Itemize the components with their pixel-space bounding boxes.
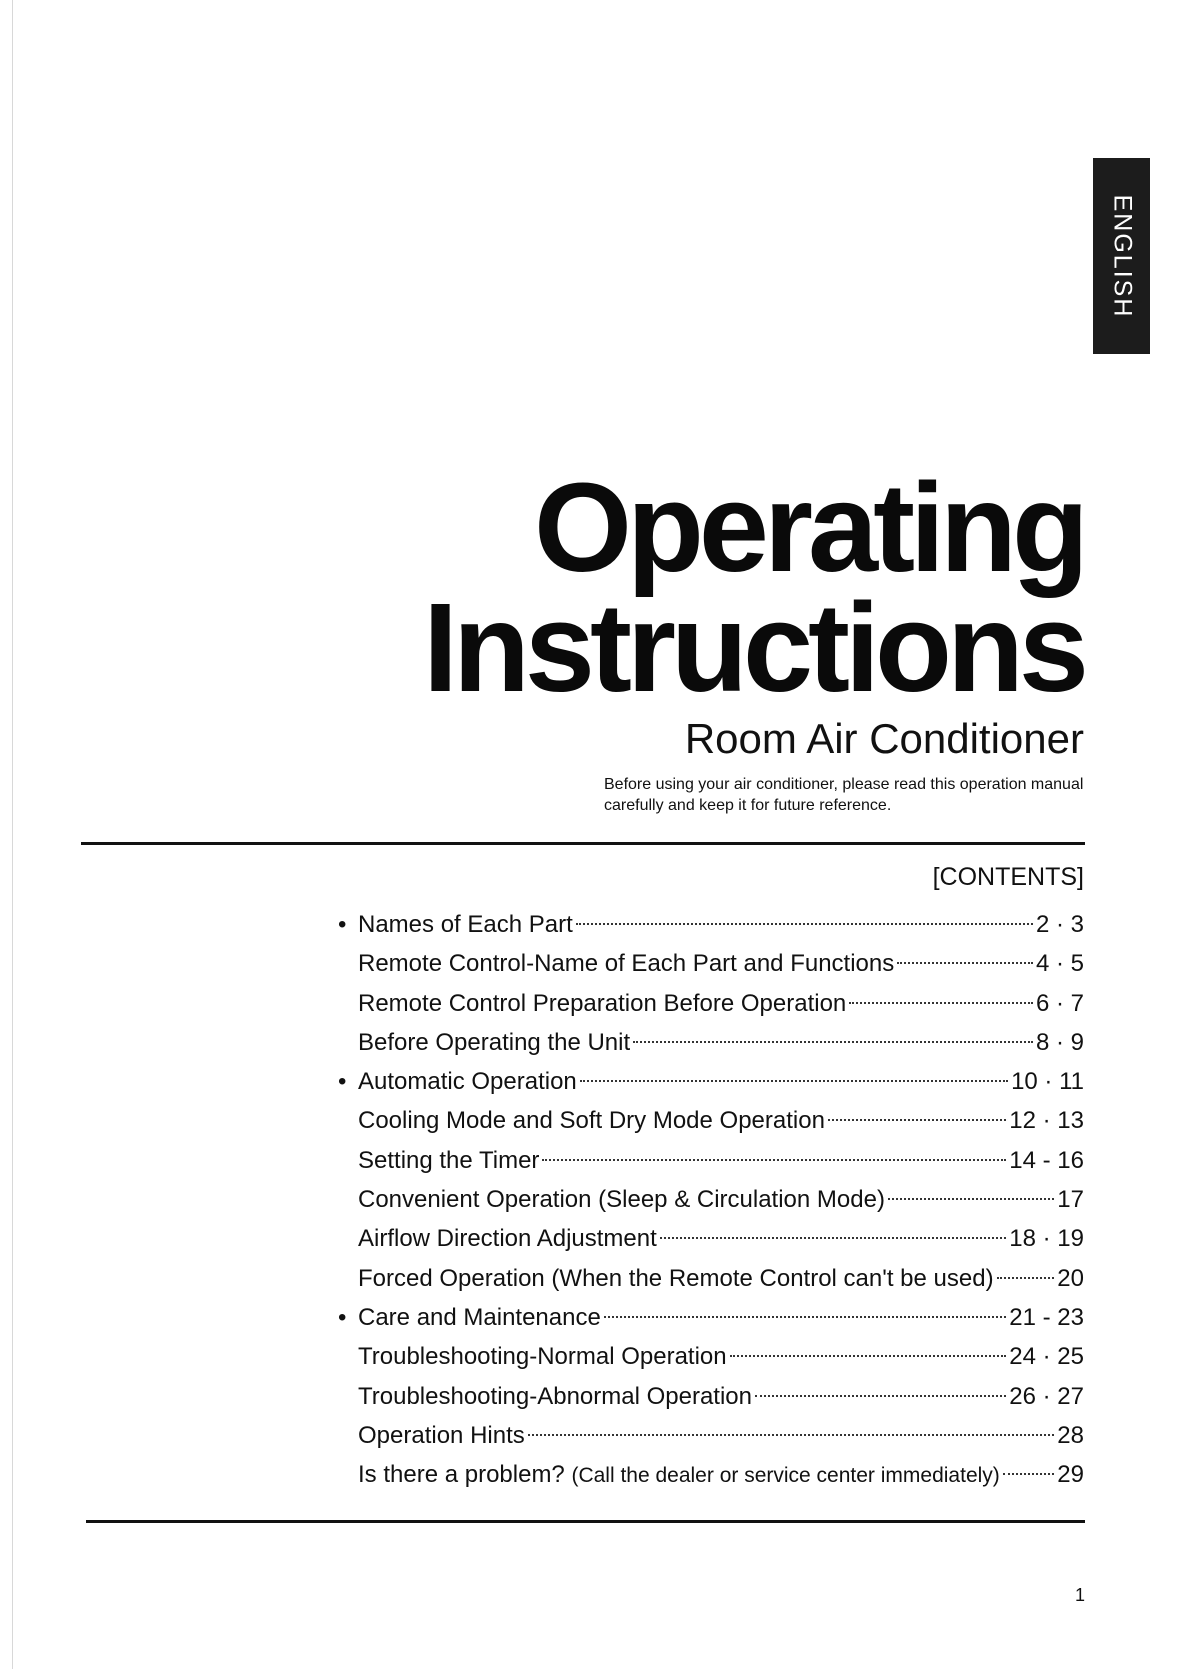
dot-leader: [888, 1198, 1054, 1200]
title-line-1: Operating: [533, 457, 1084, 598]
dot-leader: [604, 1316, 1006, 1318]
toc-entry: [358, 1342, 1084, 1381]
dot-leader: [828, 1119, 1006, 1121]
toc-entry-title: Troubleshooting-Normal Operation: [358, 1343, 727, 1371]
toc-entry-pages: 29: [1057, 1461, 1084, 1489]
dot-leader: [997, 1277, 1055, 1279]
page-number: 1: [1075, 1585, 1086, 1605]
toc-entry-pages: 26 · 27: [1009, 1382, 1084, 1410]
toc-entry-title: Cooling Mode and Soft Dry Mode Operation: [358, 1107, 825, 1135]
toc-entry: [358, 1460, 1084, 1499]
toc-entry: [358, 1421, 1084, 1460]
document-title: [422, 457, 1084, 718]
dot-leader: [1003, 1473, 1055, 1475]
toc-entry: [358, 1264, 1084, 1303]
toc-entry-pages: 24 · 25: [1009, 1343, 1084, 1371]
toc-entry: [358, 1106, 1084, 1145]
contents-heading: [CONTENTS]: [932, 863, 1084, 891]
dot-leader: [633, 1041, 1033, 1043]
table-of-contents: [338, 910, 1084, 1499]
toc-entry-note: (Call the dealer or service center immediately): [571, 1464, 1000, 1488]
toc-entry-pages: 18 · 19: [1009, 1225, 1084, 1253]
dot-leader: [576, 923, 1033, 925]
toc-entry: [358, 1382, 1084, 1421]
toc-entry-pages: 14 - 16: [1009, 1146, 1084, 1174]
dot-leader: [542, 1159, 1006, 1161]
bullet-icon: •: [338, 1303, 347, 1331]
dot-leader: [897, 962, 1033, 964]
toc-entry: [358, 1185, 1084, 1224]
toc-entry-pages: 10 · 11: [1011, 1068, 1084, 1096]
document-subtitle: Room Air Conditioner: [684, 715, 1084, 762]
toc-entry-pages: 2 · 3: [1035, 911, 1084, 938]
language-tab: [1093, 158, 1150, 354]
page-edge-line: [12, 0, 13, 1669]
bottom-divider: [86, 1520, 1085, 1523]
top-divider: [81, 842, 1085, 845]
toc-entry: [358, 1146, 1084, 1185]
dot-leader: [528, 1434, 1055, 1436]
toc-entry-title: Automatic Operation: [358, 1068, 577, 1096]
dot-leader: [849, 1002, 1033, 1004]
toc-entry: [338, 1067, 1084, 1106]
toc-entry: [358, 949, 1084, 988]
toc-entry-title: Operation Hints: [358, 1421, 525, 1449]
toc-entry-pages: 12 · 13: [1009, 1107, 1084, 1135]
toc-entry-title: Airflow Direction Adjustment: [358, 1225, 657, 1253]
title-line-2: Instructions: [422, 577, 1084, 718]
toc-entry: [358, 1224, 1084, 1263]
dot-leader: [730, 1355, 1007, 1357]
bullet-icon: •: [338, 1068, 347, 1096]
toc-entry: [338, 910, 1084, 949]
toc-entry-pages: 6 · 7: [1035, 989, 1084, 1017]
toc-entry-pages: 4 · 5: [1035, 950, 1084, 978]
toc-entry-title: Troubleshooting-Abnormal Operation: [358, 1382, 752, 1410]
toc-entry-title: Remote Control Preparation Before Operation: [358, 989, 847, 1017]
toc-entry-pages: 28: [1057, 1421, 1084, 1449]
dot-leader: [660, 1237, 1007, 1239]
toc-entry-title: Remote Control-Name of Each Part and Functions: [358, 950, 895, 978]
intro-text: Before using your air conditioner, please read this operation manual carefully and keep it for future reference.: [604, 776, 1084, 814]
dot-leader: [580, 1080, 1008, 1082]
toc-entry-title: Setting the Timer: [358, 1146, 540, 1174]
toc-entry-title: Forced Operation (When the Remote Control can't be used): [358, 1264, 994, 1292]
bullet-icon: •: [338, 911, 347, 938]
toc-entry: [358, 989, 1084, 1028]
toc-entry-pages: 21 - 23: [1009, 1303, 1084, 1331]
toc-entry-pages: 20: [1057, 1264, 1084, 1292]
toc-entry-title: Convenient Operation (Sleep & Circulation Mode): [358, 1186, 885, 1214]
toc-entry-title: Before Operating the Unit: [358, 1028, 631, 1056]
toc-entry: [358, 1028, 1084, 1067]
toc-entry-title: Care and Maintenance: [358, 1303, 601, 1331]
toc-entry-pages: 17: [1057, 1186, 1084, 1214]
toc-entry-title: Names of Each Part: [358, 911, 573, 938]
dot-leader: [755, 1395, 1006, 1397]
toc-entry-title: Is there a problem?: [358, 1461, 565, 1489]
language-tab-label: ENGLISH: [1108, 194, 1137, 318]
toc-entry-pages: 8 · 9: [1035, 1028, 1084, 1056]
toc-entry: [338, 1303, 1084, 1342]
